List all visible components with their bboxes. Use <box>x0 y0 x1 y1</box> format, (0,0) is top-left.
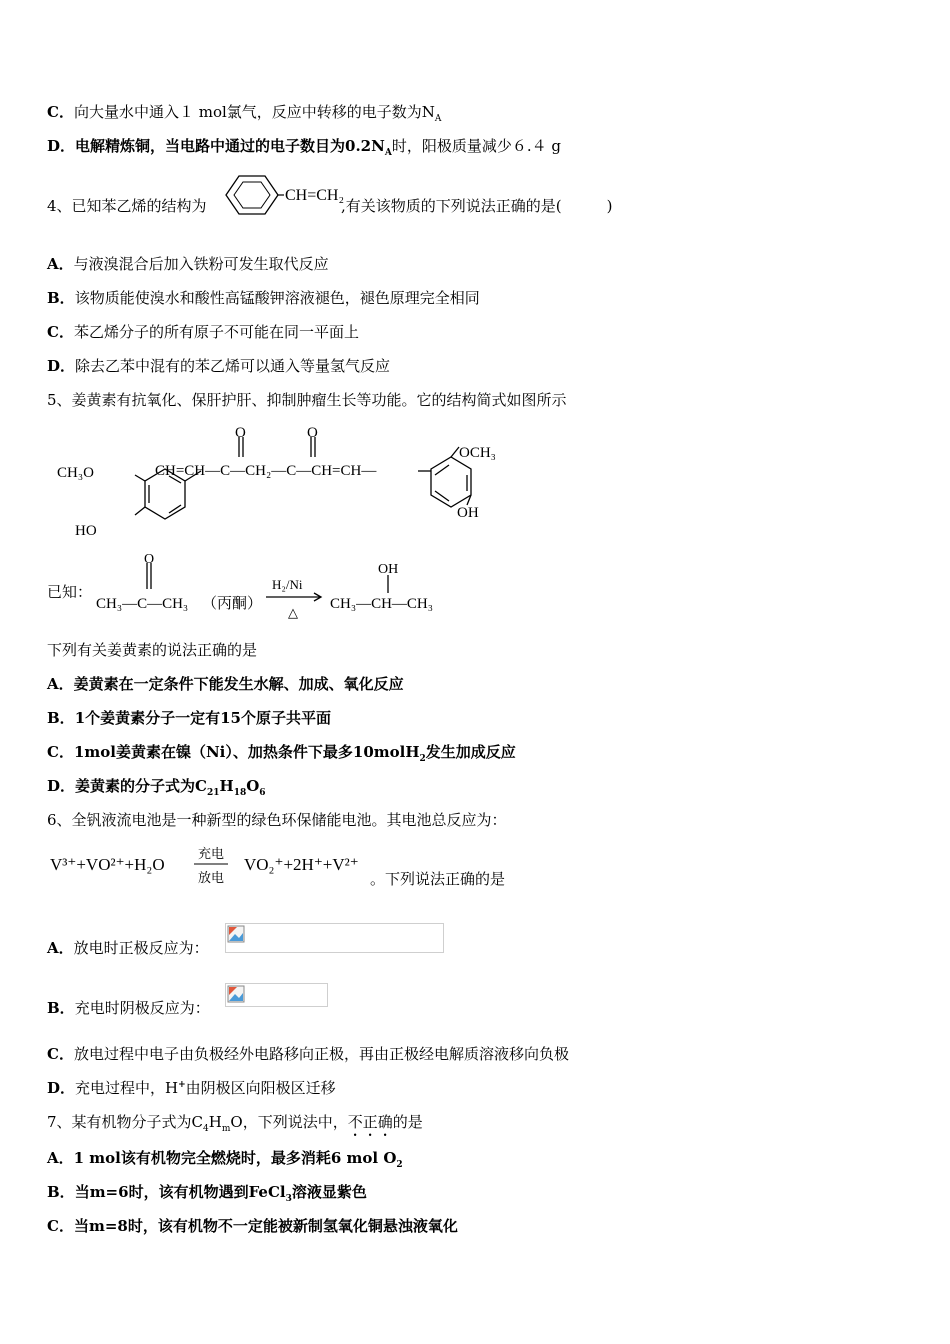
broken-image-a <box>225 923 444 953</box>
q7-option-a: A．1 mol该有机物完全燃烧时，最多消耗6 mol $O_2$ <box>47 1149 403 1170</box>
acetone-formula: CH₃—C—CH₃ <box>96 596 189 612</box>
carbonyl-o1-label: O <box>235 425 246 441</box>
curcumin-structure <box>55 423 515 543</box>
broken-image-icon <box>227 985 245 1003</box>
q7-option-b: B．当m=6时，该有机物遇到FeCl$_3$溶液显紫色 <box>47 1183 367 1204</box>
och3-left-label: CH₃O <box>57 465 94 481</box>
product-oh-label: OH <box>378 562 399 577</box>
q5-stem: 5、姜黄素有抗氧化、保肝护肝、抑制肿瘤生长等功能。它的结构简式如图所示 <box>47 391 567 409</box>
equation-right: VO₂⁺+2H⁺+V²⁺ <box>244 855 359 874</box>
carbonyl-o2-label: O <box>307 425 318 441</box>
q4-stem-pre: 4、已知苯乙烯的结构为 <box>47 197 207 215</box>
q5-known-label: 已知： <box>47 583 93 601</box>
q7-option-c: C．当m=8时，该有机物不一定能被新制氢氧化铜悬浊液氧化 <box>47 1217 458 1235</box>
q5-option-a: A．姜黄素在一定条件下能发生水解、加成、氧化反应 <box>47 675 404 693</box>
q4-stem-post: ,有关该物质的下列说法正确的是( ) <box>341 197 613 215</box>
q5-option-b: B．1个姜黄素分子一定有15个原子共平面 <box>47 709 332 727</box>
equation-charge-label: 充电 <box>198 846 225 861</box>
q5-option-d: D．姜黄素的分子式为$C_{21}H_{18}O_6$ <box>47 777 266 798</box>
q5-option-c: C．1mol姜黄素在镍（Ni）、加热条件下最多10molH$_2$发生加成反应 <box>47 743 516 764</box>
q6-option-b: B．充电时阴极反应为： <box>47 999 210 1017</box>
curcumin-chain-label: CH=CH—C—CH₂—C—CH=CH— <box>155 463 377 479</box>
q6-option-c: C．放电过程中电子由负极经外电路移向正极，再由正极经电解质溶液移向负极 <box>47 1045 569 1063</box>
acetone-reduction-equation <box>92 553 462 619</box>
q4-option-a: A．与液溴混合后加入铁粉可发生取代反应 <box>47 255 329 273</box>
q6-option-d: D．充电过程中，H+由阴极区向阳极区迁移 <box>47 1079 336 1097</box>
equation-left: V³⁺+VO²⁺+H₂O <box>50 855 165 874</box>
q6-stem: 6、全钒液流电池是一种新型的绿色环保储能电池。其电池总反应为： <box>47 811 507 829</box>
q6-stem-post: 。下列说法正确的是 <box>370 870 506 888</box>
isopropanol-formula: CH₃—CH—CH₃ <box>330 596 433 612</box>
broken-image-icon <box>227 925 245 943</box>
broken-image-b <box>225 983 328 1007</box>
q5-question: 下列有关姜黄素的说法正确的是 <box>47 641 258 659</box>
q3-option-c: C．向大量水中通入１ mol氯气，反应中转移的电子数为$N_A$ <box>47 103 442 124</box>
q6-option-a: A．放电时正极反应为： <box>47 939 209 957</box>
styrene-group-label: CH=CH₂ <box>285 187 344 204</box>
q7-stem: 7、某有机物分子式为$C_4H_mO$，下列说法中，不正确的是 <box>47 1113 423 1134</box>
q3-option-d: D．电解精炼铜，当电路中通过的电子数目为$0.2N_A$时，阳极质量减少６.４ g <box>47 137 561 158</box>
och3-right-label: OCH₃ <box>459 445 496 461</box>
oh-left-label: HO <box>75 523 97 539</box>
q4-option-c: C．苯乙烯分子的所有原子不可能在同一平面上 <box>47 323 359 341</box>
acetone-name: （丙酮） <box>202 596 263 612</box>
vanadium-reaction-equation <box>48 842 378 888</box>
oh-right-label: OH <box>457 505 479 521</box>
q4-option-b: B．该物质能使溴水和酸性高锰酸钾溶液褪色，褪色原理完全相同 <box>47 289 480 307</box>
equation-discharge-label: 放电 <box>198 870 225 885</box>
acetone-o-label: O <box>144 553 155 567</box>
heat-label: △ <box>288 605 298 619</box>
styrene-structure <box>222 172 344 218</box>
reagent-label: H₂/Ni <box>272 577 303 592</box>
q4-option-d: D．除去乙苯中混有的苯乙烯可以通入等量氢气反应 <box>47 357 391 375</box>
emphasis-dotted: 不正确 <box>347 1113 393 1131</box>
